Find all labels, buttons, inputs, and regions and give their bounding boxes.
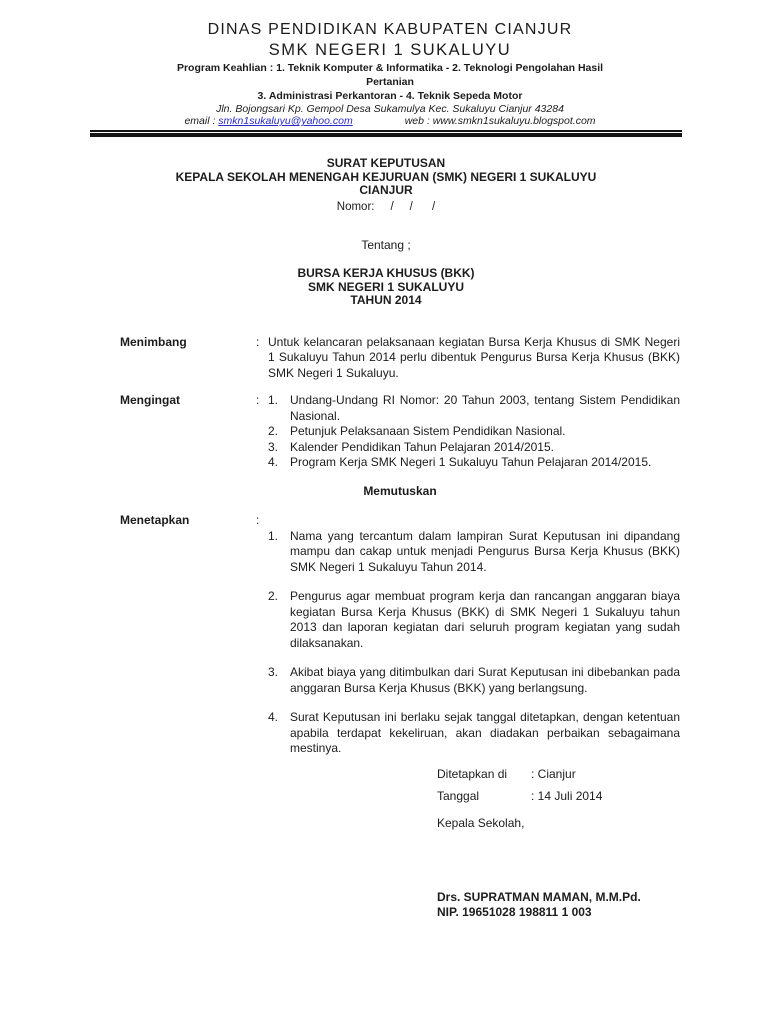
clause-menimbang [120,335,680,382]
ditetapkan-label: Ditetapkan di [437,767,508,781]
item-number: 3. [268,665,279,680]
clause-mengingat [120,393,680,471]
contact-line [92,115,688,127]
list-item [268,455,680,471]
list-item [268,710,680,757]
item-number: 2. [268,424,279,439]
school-name: SMK NEGERI 1 SUKALUYU [268,40,512,59]
clause-mengingat-label: Mengingat [120,393,180,408]
item-number: 1. [268,528,279,543]
clause-menimbang-text: Untuk kelancaran pelaksanaan kegiatan Bursa Kerja Khusus di SMK Negeri 1 Sukaluyu Tahun 2014 perlu dibentuk Pengurus Bursa Kerja Khusus (BKK) SMK Negeri 1 Sukaluyu. [268,334,680,380]
signatory-name: Drs. SUPRATMAN MAMAN, M.M.Pd. [437,890,641,904]
email-link[interactable]: smkn1sukaluyu@yahoo.com [218,115,353,128]
nomor-line: Nomor: / / / [336,200,436,213]
list-item [268,665,680,696]
list-item [268,440,680,456]
decree-clauses [120,335,680,757]
item-number: 1. [268,393,279,408]
address-line: Jln. Bojongsari Kp. Gempol Desa Sukamulya Kec. Sukaluyu Cianjur 43284 [216,103,564,116]
closing-block [437,763,641,920]
tanggal-label: Tanggal [437,789,480,803]
subject-line-1: BURSA KERJA KHUSUS (BKK) [297,266,475,281]
ditetapkan-row [437,763,641,785]
item-number: 4. [268,455,279,470]
letterhead [92,0,688,127]
clause-menetapkan-list [268,513,680,757]
item-text: Nama yang tercantum dalam lampiran Surat Keputusan ini dipandang mampu dan cakap untuk menjadi Pengurus Bursa Kerja Khusus (BKK) SMK Negeri 1 Sukaluyu Tahun 2014. [290,528,680,574]
web-label: web : [404,115,433,128]
list-item [268,424,680,440]
program-list-line-1: Program Keahlian : 1. Teknik Komputer & Informatika - 2. Teknologi Pengolahan Hasil [176,62,604,75]
email-label: email : [184,115,219,128]
item-text: Program Kerja SMK Negeri 1 Sukaluyu Tahun Pelajaran 2014/2015. [290,455,652,470]
list-item [268,589,680,651]
signatory-title: Kepala Sekolah, [437,816,525,830]
list-item [268,393,680,424]
tanggal-value: : 14 Juli 2014 [531,789,603,803]
decree-subject-block [90,267,682,308]
clause-menetapkan [120,513,680,757]
program-list-line-2: Pertanian [366,76,414,89]
tentang-line: Tentang ; [361,238,411,253]
decree-title-line-2: KEPALA SEKOLAH MENENGAH KEJURUAN (SMK) NEGERI 1 SUKALUYU [175,169,597,184]
letterhead-divider-rule [90,130,682,137]
tanggal-row [437,785,641,807]
subject-line-3: TAHUN 2014 [350,293,422,308]
item-number: 3. [268,439,279,454]
decree-title-line-3: CIANJUR [359,183,413,198]
item-number: 4. [268,710,279,725]
clause-menimbang-colon: : [256,334,260,349]
clause-menetapkan-label: Menetapkan [120,513,190,528]
memutuskan-heading: Memutuskan [363,483,437,498]
item-text: Surat Keputusan ini berlaku sejak tanggal ditetapkan, dengan ketentuan apabila terdapat kekeliruan, akan diadakan perbaikan sebagaimana mestinya. [290,710,680,756]
web-address: www.smkn1sukaluyu.blogspot.com [432,115,596,128]
program-list-line-3: 3. Administrasi Perkantoran - 4. Teknik Sepeda Motor [257,90,523,103]
item-text: Akibat biaya yang ditimbulkan dari Surat Keputusan ini dibebankan pada anggaran Bursa Kerja Khusus (BKK) yang berlangsung. [290,665,680,695]
clause-mengingat-colon: : [256,393,260,408]
clause-mengingat-list [268,393,680,471]
signatory-nip: NIP. 19651028 198811 1 003 [437,905,592,919]
item-number: 2. [268,589,279,604]
ditetapkan-value: : Cianjur [531,767,576,781]
item-text: Pengurus agar membuat program kerja dan rancangan anggaran biaya kegiatan Bursa Kerja Khusus (BKK) di SMK Negeri 1 Sukaluyu tahun 2013 dan laporan kegiatan dari seluruh program kegiatan yang sudah dilaksanakan. [290,589,680,650]
item-text: Kalender Pendidikan Tahun Pelajaran 2014/2015. [290,439,554,454]
clause-menimbang-label: Menimbang [120,334,187,349]
decree-title-line-1: SURAT KEPUTUSAN [326,156,446,171]
agency-name: DINAS PENDIDIKAN KABUPATEN CIANJUR [207,21,573,38]
list-item [268,529,680,576]
decree-title-block [90,157,682,214]
subject-line-2: SMK NEGERI 1 SUKALUYU [307,279,465,294]
clause-menetapkan-colon: : [256,513,260,528]
item-text: Petunjuk Pelaksanaan Sistem Pendidikan Nasional. [290,424,566,439]
item-text: Undang-Undang RI Nomor: 20 Tahun 2003, tentang Sistem Pendidikan Nasional. [290,393,680,423]
